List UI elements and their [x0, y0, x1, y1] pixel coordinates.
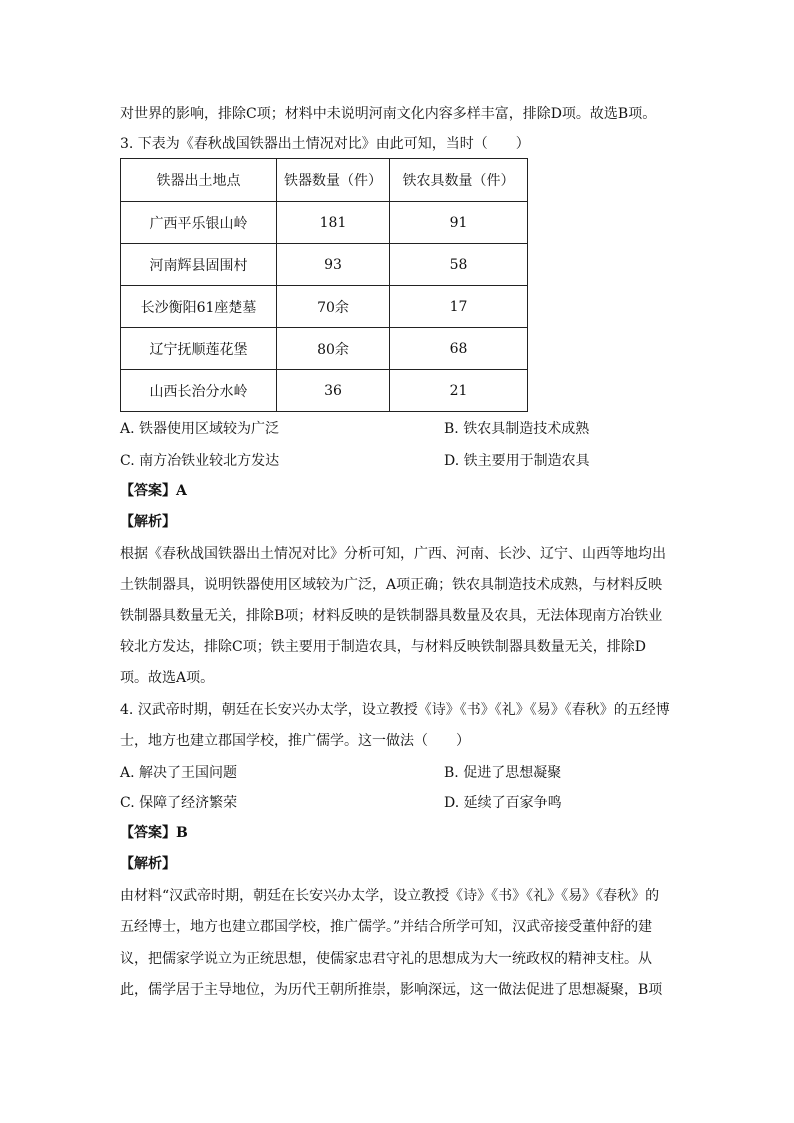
- q4-option-a: A. 解决了王国问题: [120, 765, 238, 781]
- cell-farm-tool-count: 91: [390, 202, 528, 244]
- table-row: [121, 244, 528, 286]
- header-iron-count: 铁器数量（件）: [277, 159, 390, 202]
- intro-line: 对世界的影响，排除C项；材料中未说明河南文化内容多样丰富，排除D项。故选B项。: [120, 106, 657, 122]
- q4-analysis-line: 由材料“汉武帝时期，朝廷在长安兴办太学，设立教授《诗》《书》《礼》《易》《春秋》的: [120, 888, 660, 904]
- table-row: [121, 202, 528, 244]
- q3-option-b: B. 铁农具制造技术成熟: [444, 421, 590, 437]
- cell-location: 山西长治分水岭: [121, 370, 277, 412]
- q3-analysis-line: 根据《春秋战国铁器出土情况对比》分析可知，广西、河南、长沙、辽宁、山西等地均出: [120, 546, 666, 562]
- cell-iron-count: 70余: [277, 286, 390, 328]
- table-header-row: [121, 159, 528, 202]
- q4-answer: 【答案】B: [120, 825, 188, 841]
- q4-analysis-label: 【解析】: [120, 856, 176, 872]
- q3-analysis-line: 项。故选A项。: [120, 670, 215, 686]
- cell-iron-count: 181: [277, 202, 390, 244]
- q3-analysis-label: 【解析】: [120, 514, 176, 530]
- q3-analysis-line: 铁制器具数量无关，排除B项；材料反映的是铁制器具数量及农具，无法体现南方冶铁业: [120, 608, 663, 624]
- cell-iron-count: 80余: [277, 328, 390, 370]
- table-row: [121, 370, 528, 412]
- cell-location: 河南辉县固围村: [121, 244, 277, 286]
- cell-location: 广西平乐银山岭: [121, 202, 277, 244]
- cell-farm-tool-count: 58: [390, 244, 528, 286]
- q4-option-d: D. 延续了百家争鸣: [444, 795, 562, 811]
- q3-option-a: A. 铁器使用区域较为广泛: [120, 421, 280, 437]
- question-4-stem-line: 4. 汉武帝时期，朝廷在长安兴办太学，设立教授《诗》《书》《礼》《易》《春秋》的五经博: [120, 702, 670, 718]
- cell-iron-count: 36: [277, 370, 390, 412]
- question-4-stem-line: 士，地方也建立郡国学校，推广儒学。这一做法（ ）: [120, 733, 470, 749]
- header-farm-tool-count: 铁农具数量（件）: [390, 159, 528, 202]
- header-location: 铁器出土地点: [121, 159, 277, 202]
- cell-location: 长沙衡阳61座楚墓: [121, 286, 277, 328]
- cell-farm-tool-count: 21: [390, 370, 528, 412]
- q4-analysis-line: 此，儒学居于主导地位，为历代王朝所推崇，影响深远，这一做法促进了思想凝聚，B项: [120, 982, 663, 998]
- q3-option-d: D. 铁主要用于制造农具: [444, 453, 590, 469]
- q4-option-c: C. 保障了经济繁荣: [120, 795, 238, 811]
- cell-location: 辽宁抚顺莲花堡: [121, 328, 277, 370]
- cell-farm-tool-count: 68: [390, 328, 528, 370]
- question-3-stem: 3. 下表为《春秋战国铁器出土情况对比》由此可知，当时（ ）: [120, 136, 530, 152]
- q3-analysis-line: 较北方发达，排除C项；铁主要用于制造农具，与材料反映铁制器具数量无关，排除D: [120, 639, 646, 655]
- cell-farm-tool-count: 17: [390, 286, 528, 328]
- iron-artifacts-table: [120, 158, 528, 412]
- q3-option-c: C. 南方冶铁业较北方发达: [120, 453, 280, 469]
- table-row: [121, 286, 528, 328]
- table-row: [121, 328, 528, 370]
- q3-answer: 【答案】A: [120, 483, 187, 499]
- q4-analysis-line: 五经博士，地方也建立郡国学校，推广儒学。”并结合所学可知，汉武帝接受董仲舒的建: [120, 919, 653, 935]
- q4-option-b: B. 促进了思想凝聚: [444, 765, 562, 781]
- q4-analysis-line: 议，把儒家学说立为正统思想，使儒家忠君守礼的思想成为大一统政权的精神支柱。从: [120, 951, 652, 967]
- q3-analysis-line: 土铁制器具，说明铁器使用区域较为广泛，A项正确；铁农具制造技术成熟，与材料反映: [120, 577, 663, 593]
- cell-iron-count: 93: [277, 244, 390, 286]
